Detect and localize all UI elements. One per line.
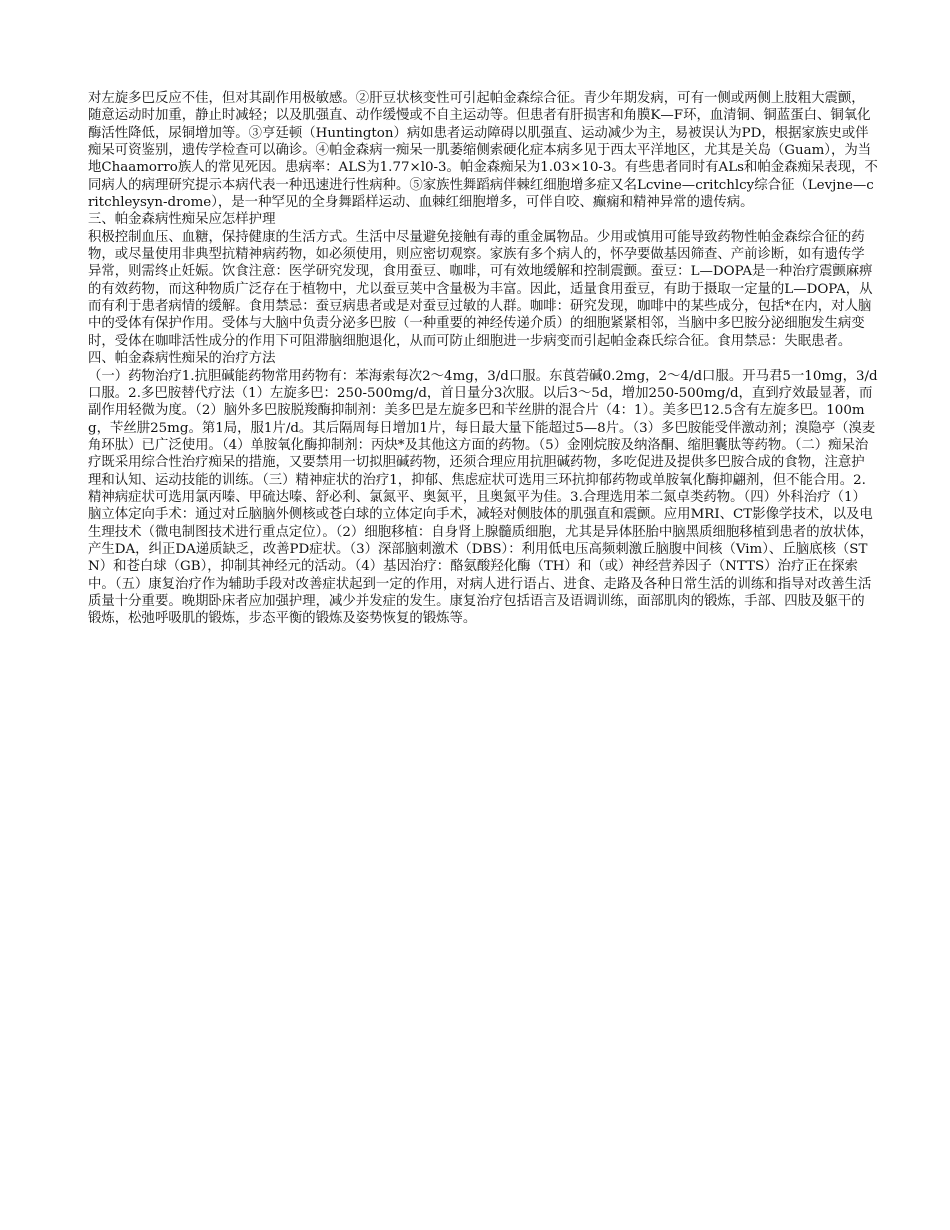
section-heading-nursing: 三、帕金森病性痴呆应怎样护理 [88, 212, 276, 228]
paragraph-differential-diagnosis: 对左旋多巴反应不佳，但对其副作用极敏感。②肝豆状核变性可引起帕金森综合征。青少年期发病，可有一侧或两侧上肢粗大震颤，随意运动时加重，静止时减轻；以及肌强直、动作缓慢或不自主运动等。但患者有肝损害和角膜K—F环，血清铜、铜蓝蛋白、铜氧化酶活性降低，尿铜增加等。③亨廷顿（Huntington）病如患者运动障碍以肌强直、运动减少为主，易被误认为PD，根据家族史或伴痴呆可资鉴别，遗传学检查可以确诊。④帕金森病一痴呆一肌萎缩侧索硬化症本病多见于西太平洋地区，尤其是关岛（Guam），为当地Chaamorro族人的常见死因。患病率：ALS为1.77×l0-3。帕金森痴呆为1.03×10-3。有些患者同时有ALs和帕金森痴呆表现，不同病人的病理研究提示本病代表一种迅速进行性病种。⑤家族性舞蹈病伴棘红细胞增多症又名Lcvine—critchlcy综合征（Levjne—critchleysyn-drome），是一种罕见的全身舞蹈样运动、血棘红细胞增多，可伴自咬、癫痫和精神异常的遗传病。 [88, 91, 878, 211]
paragraph-treatment: （一）药物治疗1.抗胆碱能药物常用药物有：苯海索每次2～4mg，3/d口服。东莨菪碱0.2mg，2～4/d口服。开马君5一10mg，3/d口服。2.多巴胺替代疗法（1）左旋多巴：250-500mg/d，首日量分3次服。以后3～5d，增加250-500mg/d，直到疗效最显著，而副作用轻微为度。（2）脑外多巴胺脱羧酶抑制剂：美多巴是左旋多巴和苄丝肼的混合片（4：1）。美多巴12.5含有左旋多巴。100mg，苄丝肼25mg。第1局，服1片/d。其后隔周每日增加1片，每日最大量下能超过5—8片。（3）多巴胺能受伴激动剂；溴隐亭（溴麦角环肽）已广泛使用。（4）单胺氧化酶抑制剂：丙炔*及其他这方面的药物。（5）金刚烷胺及纳洛酮、缩胆囊肽等药物。（二）痴呆治疗既采用综合性治疗痴呆的措施，又要禁用一切拟胆碱药物，还须合理应用抗胆碱药物，多吃促进及提供多巴胺合成的食物，注意护理和认知、运动技能的训练。（三）精神症状的治疗1，抑郁、焦虑症状可选用三环抗抑郁药物或单胺氧化酶抑翩剂，但不能合用。2.精神病症状可选用氯丙嗪、甲硫达嗪、舒必利、氯氮平、奥氮平，且奥氮平为佳。3.合理选用苯二氮卓类药物。（四）外科治疗（1）脑立体定向手术：通过对丘脑脑外侧核或苍白球的立体定向手术，减轻对侧肢体的肌强直和震颤。应用MRI、CT影像学技术，以及电生理技术（微电制图技术进行重点定位）。（2）细胞移植：自身肾上腺髓质细胞，尤其是异体胚胎中脑黑质细胞移植到患者的放状体，产生DA，纠正DA递质缺乏，改善PD症状。（3）深部脑刺激术（DBS）：利用低电压高频刺激丘脑腹中间核（Vim）、丘脑底核（STN）和苍白球（GB），抑制其神经元的活动。（4）基因治疗：酪氨酸羟化酶（TH）和（或）神经营养因子（NTTS）治疗正在探索中。（五）康复治疗作为辅助手段对改善症状起到一定的作用，对病人进行语占、进食、走路及各种日常生活的训练和指导对改善生活质量十分重要。晚期卧床者应加强护理，减少并发症的发生。康复治疗包括语言及语调训练，面部肌肉的锻炼，手部、四肢及躯干的锻炼，松弛呼吸肌的锻炼，步态平衡的锻炼及姿势恢复的锻炼等。 [88, 368, 878, 627]
section-heading-treatment: 四、帕金森病性痴呆的治疗方法 [88, 351, 276, 367]
paragraph-nursing: 积极控制血压、血糖，保持健康的生活方式。生活中尽量避免接触有毒的重金属物品。少用或慎用可能导致药物性帕金森综合征的药物，或尽量使用非典型抗精神病药物，如必须使用，则应密切观察。家族有多个病人的，怀孕要做基因筛查、产前诊断，如有遗传学异常，则需终止妊娠。饮食注意：医学研究发现，食用蚕豆、咖啡，可有效地缓解和控制震颤。蚕豆：L—DOPA是一种治疗震颤麻痹的有效药物，而这种物质广泛存在于植物中，尤以蚕豆荚中含量极为丰富。因此，适量食用蚕豆，有助于摄取一定量的L—DOPA，从而有利于患者病情的缓解。食用禁忌：蚕豆病患者或是对蚕豆过敏的人群。咖啡：研究发现，咖啡中的某些成分，包括*在内，对人脑中的受体有保护作用。受体与大脑中负责分泌多巴胺（一种重要的神经传递介质）的细胞紧紧相邻，当脑中多巴胺分泌细胞发生病变时，受体在咖啡活性成分的作用下可阻滞脑细胞退化，从而可防止细胞进一步病变而引起帕金森氏综合征。食用禁忌：失眠患者。 [88, 229, 873, 349]
document-body [88, 90, 878, 628]
